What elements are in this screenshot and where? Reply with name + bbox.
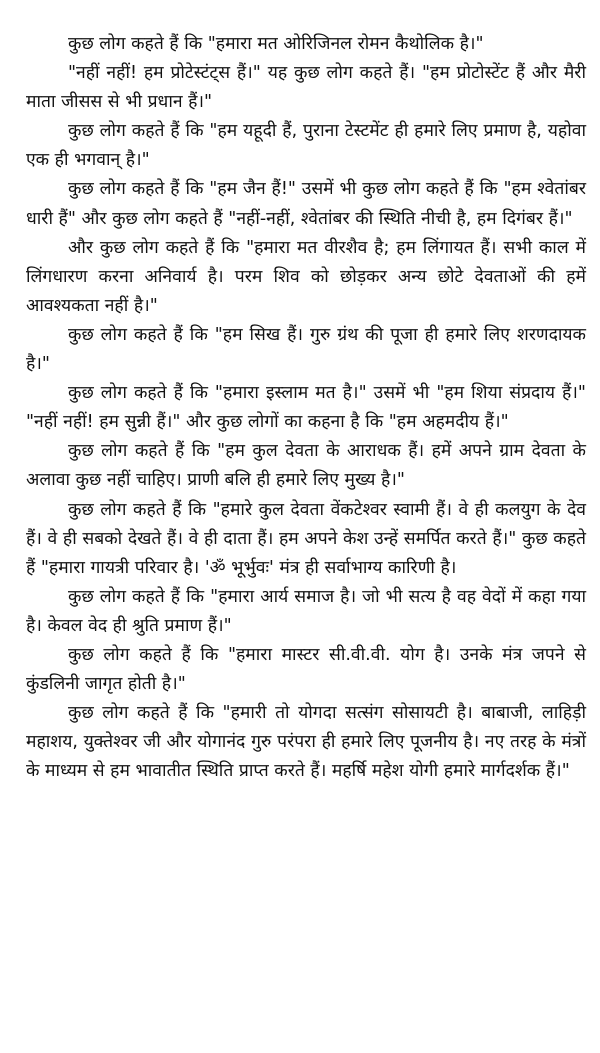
paragraph-jain: कुछ लोग कहते हैं कि "हम जैन हैं!" उसमें भी कुछ लोग कहते हैं कि "हम श्वेतांबर धारी हैं" और कुछ लोग कहते हैं "नहीं-नहीं, श्वेतांबर की स्थिति नीची है, हम दिगंबर हैं।" — [26, 179, 586, 229]
paragraph-venkateshwara-gayatri: कुछ लोग कहते हैं कि "हमारे कुल देवता वेंकटेश्वर स्वामी हैं। वे ही कलयुग के देव हैं। वे ही सबको देखते हैं। वे ही दाता हैं। हम अपने केश उन्हें समर्पित करते हैं।" कुछ कहते हैं "हमारा गायत्री परिवार है। 'ॐ भूर्भुवः' मंत्र ही सर्वाभाग्य कारिणी है। — [26, 499, 586, 578]
paragraph-kula-devata: कुछ लोग कहते हैं कि "हम कुल देवता के आराधक हैं। हमें अपने ग्राम देवता के अलावा कुछ नहीं चाहिए। प्राणी बलि ही हमारे लिए मुख्य है।" — [26, 441, 586, 491]
paragraph-yogoda-satsanga: कुछ लोग कहते हैं कि "हमारी तो योगदा सत्संग सोसायटी है। बाबाजी, लाहिड़ी महाशय, युक्तेश्वर जी और योगानंद गुरु परंपरा ही हमारे लिए पूजनीय है। नए तरह के मंत्रों के माध्यम से हम भावातीत स्थिति प्राप्त करते हैं। महर्षि महेश योगी हमारे मार्गदर्शक हैं।" — [26, 703, 586, 782]
paragraph-protestant: "नहीं नहीं! हम प्रोटेस्टंट्स हैं।" यह कुछ लोग कहते हैं। "हम प्रोटोस्टेंट हैं और मैरी माता जीसस से भी प्रधान हैं।" — [26, 63, 586, 113]
paragraph-jewish: कुछ लोग कहते हैं कि "हम यहूदी हैं, पुराना टेस्टमेंट ही हमारे लिए प्रमाण है, यहोवा एक ही भगवान् है।" — [26, 121, 586, 171]
paragraph-sikh: कुछ लोग कहते हैं कि "हम सिख हैं। गुरु ग्रंथ की पूजा ही हमारे लिए शरणदायक है।" — [26, 324, 586, 375]
paragraph-master-cvv: कुछ लोग कहते हैं कि "हमारा मास्टर सी.वी.वी. योग है। उनके मंत्र जपने से कुंडलिनी जागृत होती है।" — [26, 644, 586, 695]
paragraph-catholic: कुछ लोग कहते हैं कि "हमारा मत ओरिजिनल रोमन कैथोलिक है।" — [68, 34, 484, 54]
paragraph-veerashaiva: और कुछ लोग कहते हैं कि "हमारा मत वीरशैव है; हम लिंगायत हैं। सभी काल में लिंगधारण करना अनिवार्य है। परम शिव को छोड़कर अन्य छोटे देवताओं की हमें आवश्यकता नहीं है।" — [26, 237, 586, 316]
paragraph-arya-samaj: कुछ लोग कहते हैं कि "हमारा आर्य समाज है। जो भी सत्य है वह वेदों में कहा गया है। केवल वेद ही श्रुति प्रमाण हैं।" — [26, 586, 586, 636]
paragraph-islam: कुछ लोग कहते हैं कि "हमारा इस्लाम मत है।" उसमें भी "हम शिया संप्रदाय हैं।" "नहीं नहीं! हम सुन्नी हैं।" और कुछ लोगों का कहना है कि "हम अहमदीय हैं।" — [26, 383, 586, 433]
